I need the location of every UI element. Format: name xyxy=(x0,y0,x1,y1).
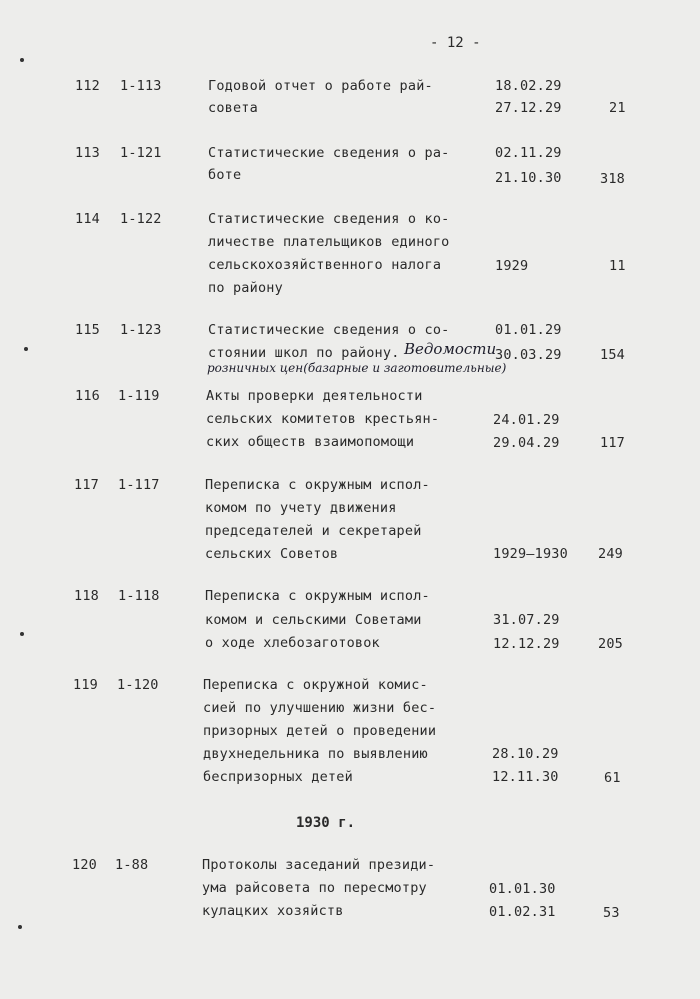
entry-date: 28.10.29 xyxy=(492,746,559,762)
entry-number: 118 xyxy=(74,588,99,604)
entry-code: 1-88 xyxy=(115,857,149,873)
entry-date: 30.03.29 xyxy=(495,347,562,363)
page-number: - 12 - xyxy=(430,35,481,51)
entry-title-line: сельских комитетов крестьян- xyxy=(206,411,440,427)
entry-date: 12.11.30 xyxy=(492,769,559,785)
entry-title-line: двухнедельника по выявлению xyxy=(203,746,428,762)
handwritten-annotation: Ведомости xyxy=(404,340,497,358)
binding-mark xyxy=(18,925,22,929)
entry-title-line: беспризорных детей xyxy=(203,769,353,785)
entry-code: 1-120 xyxy=(117,677,159,693)
entry-title-line: совета xyxy=(208,100,258,116)
entry-title-line: Переписка с окружной комис- xyxy=(203,677,428,693)
entry-title-line: Статистические сведения о ра- xyxy=(208,145,450,161)
entry-sheets: 154 xyxy=(600,347,625,363)
entry-title-line: по району xyxy=(208,280,283,296)
entry-title-line: Статистические сведения о ко- xyxy=(208,211,450,227)
entry-sheets: 21 xyxy=(609,100,626,116)
entry-number: 114 xyxy=(75,211,100,227)
entry-sheets: 318 xyxy=(600,171,625,187)
entry-sheets: 53 xyxy=(603,905,620,921)
entry-date: 24.01.29 xyxy=(493,412,560,428)
entry-title-line: призорных детей о проведении xyxy=(203,723,437,739)
entry-title-line: боте xyxy=(208,167,242,183)
entry-date: 27.12.29 xyxy=(495,100,562,116)
entry-date: 18.02.29 xyxy=(495,78,562,94)
entry-date: 12.12.29 xyxy=(493,636,560,652)
entry-date: 02.11.29 xyxy=(495,145,562,161)
entry-title-line: кулацких хозяйств xyxy=(202,903,344,919)
entry-code: 1-119 xyxy=(118,388,160,404)
entry-sheets: 117 xyxy=(600,435,625,451)
entry-number: 115 xyxy=(75,322,100,338)
entry-title-line: сельских Советов xyxy=(205,546,339,562)
entry-date: 01.02.31 xyxy=(489,904,556,920)
entry-title-line: ских обществ взаимопомощи xyxy=(206,434,415,450)
handwritten-annotation: розничных цен(базарные и заготовительные) xyxy=(207,361,507,375)
entry-code: 1-117 xyxy=(118,477,160,493)
entry-number: 112 xyxy=(75,78,100,94)
entry-title-line: комом и сельскими Советами xyxy=(205,612,422,628)
entry-number: 120 xyxy=(72,857,97,873)
entry-title-line: стоянии школ по району. xyxy=(208,345,400,361)
entry-number: 119 xyxy=(73,677,98,693)
entry-title-line: Годовой отчет о работе рай- xyxy=(208,78,433,94)
entry-title-line: сией по улучшению жизни бес- xyxy=(203,700,437,716)
entry-title-line: ума райсовета по пересмотру xyxy=(202,880,427,896)
entry-title-line: Переписка с окружным испол- xyxy=(205,477,430,493)
entry-code: 1-113 xyxy=(120,78,162,94)
entry-sheets: 11 xyxy=(609,258,626,274)
entry-date: 01.01.29 xyxy=(495,322,562,338)
binding-mark xyxy=(24,347,28,351)
entry-title-line: председателей и секретарей xyxy=(205,523,422,539)
entry-title-line: Протоколы заседаний президи- xyxy=(202,857,436,873)
entry-code: 1-118 xyxy=(118,588,160,604)
year-heading: 1930 г. xyxy=(296,815,356,831)
entry-sheets: 61 xyxy=(604,770,621,786)
binding-mark xyxy=(20,58,24,62)
entry-title-line: Акты проверки деятельности xyxy=(206,388,423,404)
entry-code: 1-122 xyxy=(120,211,162,227)
entry-number: 117 xyxy=(74,477,99,493)
entry-date: 1929–1930 xyxy=(493,546,568,562)
entry-date: 29.04.29 xyxy=(493,435,560,451)
entry-title-line: Статистические сведения о со- xyxy=(208,322,450,338)
entry-title-line: личестве плательщиков единого xyxy=(208,234,450,250)
entry-date: 1929 xyxy=(495,258,529,274)
entry-sheets: 249 xyxy=(598,546,623,562)
entry-title-line: Переписка с окружным испол- xyxy=(205,588,430,604)
entry-code: 1-121 xyxy=(120,145,162,161)
entry-sheets: 205 xyxy=(598,636,623,652)
entry-number: 113 xyxy=(75,145,100,161)
entry-title-line: сельскохозяйственного налога xyxy=(208,257,442,273)
binding-mark xyxy=(20,632,24,636)
entry-title-line: о ходе хлебозаготовок xyxy=(205,635,380,651)
entry-date: 31.07.29 xyxy=(493,612,560,628)
entry-number: 116 xyxy=(75,388,100,404)
entry-date: 21.10.30 xyxy=(495,170,562,186)
entry-date: 01.01.30 xyxy=(489,881,556,897)
entry-title-line: комом по учету движения xyxy=(205,500,397,516)
entry-code: 1-123 xyxy=(120,322,162,338)
